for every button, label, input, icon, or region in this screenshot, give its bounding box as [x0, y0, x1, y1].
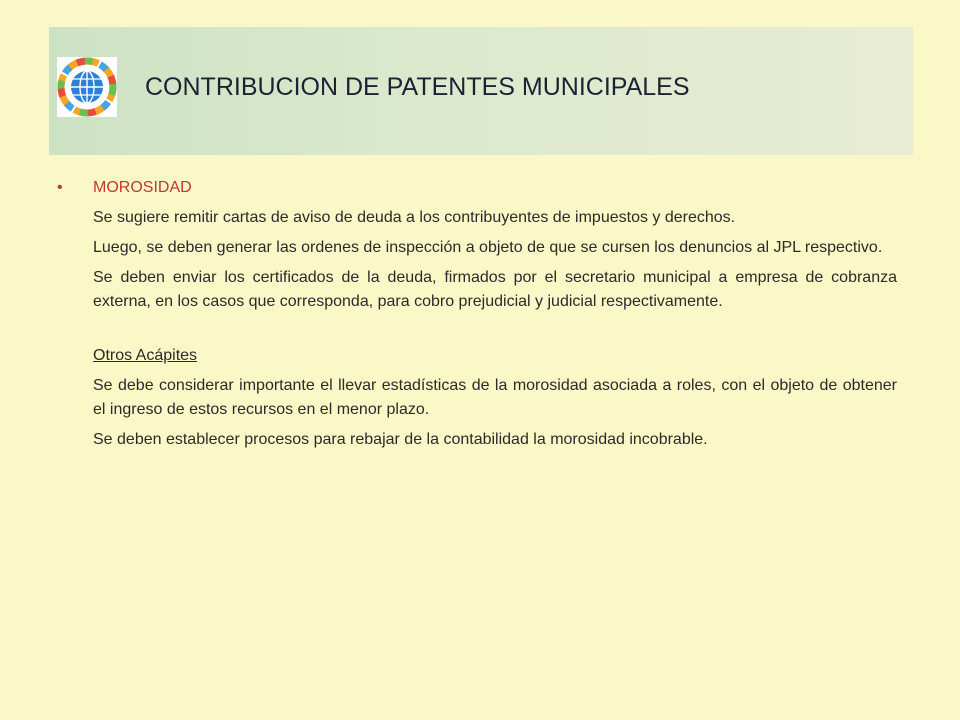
- bullet-icon: •: [57, 179, 63, 196]
- section-heading: MOROSIDAD: [93, 179, 192, 196]
- paragraph: Luego, se deben generar las ordenes de inspección a objeto de que se cursen los denuncios al JPL respectivo.: [93, 239, 883, 256]
- title-banner: [49, 27, 913, 155]
- paragraph: Se deben enviar los certificados de la deuda, firmados por el secretario municipal a empresa de cobranza externa, en los casos que corresponda, para cobro prejudicial y judicial respectivamente.: [93, 269, 897, 310]
- subheading-row: [57, 344, 897, 368]
- paragraph: Se debe considerar importante el llevar estadísticas de la morosidad asociada a roles, con el objeto de obtener el ingreso de estos recursos en el menor plazo.: [93, 377, 897, 418]
- globe-people-logo-icon: [57, 57, 117, 117]
- paragraph: Se sugiere remitir cartas de aviso de deuda a los contribuyentes de impuestos y derechos.: [93, 209, 736, 226]
- page-title: CONTRIBUCION DE PATENTES MUNICIPALES: [145, 73, 690, 101]
- paragraph: Se deben establecer procesos para rebajar de la contabilidad la morosidad incobrable.: [93, 431, 708, 448]
- slide-body: [57, 176, 897, 458]
- subheading: Otros Acápites: [93, 347, 198, 364]
- spacer: [57, 320, 897, 344]
- bullet-item-morosidad: [57, 176, 897, 200]
